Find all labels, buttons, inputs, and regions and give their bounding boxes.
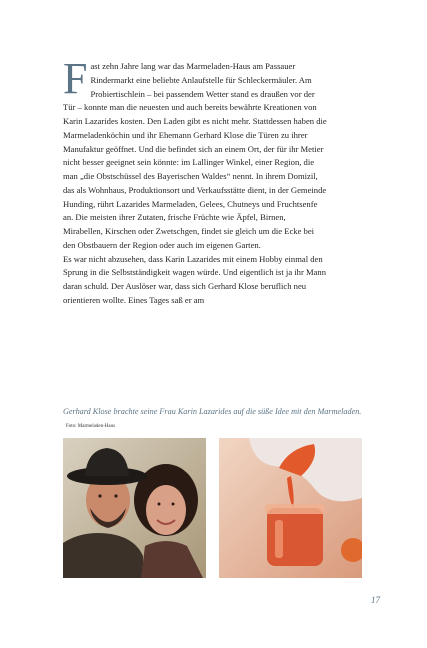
page-number: 17	[371, 595, 380, 605]
article-body	[63, 54, 327, 308]
couple-photo	[63, 438, 206, 578]
drop-cap: F	[63, 54, 88, 103]
caption-text: Gerhard Klose brachte seine Frau Karin Lazarides auf die süße Idee mit den Marmeladen.	[63, 407, 362, 416]
photo-credit: Foto: Marmeladen-Haus	[66, 423, 116, 429]
paragraph-2: Es war nicht abzusehen, dass Karin Lazarides mit einem Hobby einmal den Sprung in die Selbstständigkeit wagen würde. Und eigentlich ist ja ihr Mann daran schuld. Der Auslöser war, dass sich Gerhard Klose beruflich neu orientieren wollte. Eines Tages saß er am	[63, 253, 327, 305]
jam-jar-photo-image	[219, 438, 362, 578]
photo-caption	[63, 406, 363, 433]
jam-jar-photo	[219, 438, 362, 578]
paragraph-1-text: ast zehn Jahre lang war das Marmeladen-Haus am Passauer Rindermarkt eine beliebte Anlaufstelle für Schleckermäuler. Am Probiertischlein – bei passendem Wetter stand es draußen vor der Tür – konnte man die neuesten und auch bereits bewährte Kreationen von Karin Lazarides kosten. Den Laden gibt es nicht mehr. Stattdessen haben die Marmeladenköchin und ihr Ehemann Gerhard Klose die Türen zu ihrer Manufaktur geöffnet. Und die befindet sich an einem Ort, der für ihr Metier nicht besser geeignet sein könnte: im Lallinger Winkel, einer Region, die man „die Obstschüssel des Bayerischen Waldes“ nennt. In ihrem Domizil, das als Wohnhaus, Produktionsort und Verkaufsstätte dient, in der Gemeinde Hunding, rührt Lazarides Marmeladen, Gelees, Chutneys und Fruchtsenfe an. Die meisten ihrer Zutaten, frische Früchte wie Äpfel, Birnen, Mirabellen, Kirschen oder Zwetschgen, findet sie gleich um die Ecke bei den Obstbauern der Region oder auch im eigenen Garten.	[63, 61, 327, 250]
paragraph-1	[63, 54, 327, 253]
couple-photo-image	[63, 438, 206, 578]
